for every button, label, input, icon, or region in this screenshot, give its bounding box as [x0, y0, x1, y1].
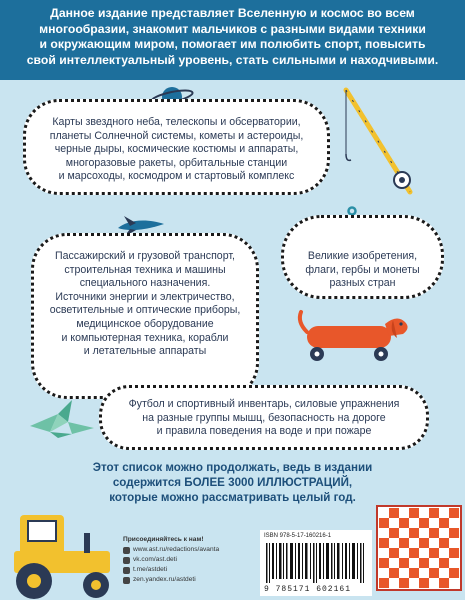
telegram-icon — [123, 567, 130, 574]
intro-line: Данное издание представляет Вселенную и космос во всем — [50, 6, 415, 20]
chessboard-square — [399, 538, 409, 548]
chessboard-square — [399, 518, 409, 528]
sport-line: и правила поведения на воде и при пожаре — [156, 425, 372, 438]
chessboard-square — [389, 548, 399, 558]
social-site[interactable] — [123, 545, 243, 555]
chessboard-square — [379, 558, 389, 568]
social-links — [123, 535, 243, 585]
tech-line: специального назначения. — [79, 277, 211, 290]
tech-line: строительная техника и машины — [64, 263, 226, 276]
sport-line: на разные группы мышц, безопасность на дороге — [142, 411, 386, 424]
tech-topics-box — [31, 233, 259, 399]
closing-line: содержится БОЛЕЕ 3000 ИЛЛЮСТРАЦИЙ, — [112, 476, 353, 489]
zen-icon — [123, 577, 130, 584]
vk-icon — [123, 557, 130, 564]
tech-line: Источники энергии и электричество, — [55, 290, 235, 303]
closing-line: Этот список можно продолжать, ведь в издании — [92, 461, 373, 474]
chessboard-square — [419, 518, 429, 528]
social-telegram-label: t.me/astdeti — [133, 566, 168, 573]
barcode-bars — [266, 543, 366, 583]
chessboard-square — [409, 568, 419, 578]
intro-line: и окружающим миром, помогает им полюбить спорт, повысить — [39, 37, 426, 51]
chessboard-square — [389, 568, 399, 578]
social-zen-label: zen.yandex.ru/astdeti — [133, 576, 196, 583]
paper-crane-icon — [28, 398, 98, 440]
web-icon — [123, 547, 130, 554]
barcode-digits: 9 785171 602161 — [264, 585, 352, 594]
intro-text — [0, 0, 465, 80]
chessboard-square — [419, 538, 429, 548]
fishing-rod-icon — [340, 84, 430, 199]
chessboard-square — [449, 568, 459, 578]
chessboard-icon — [376, 505, 462, 591]
social-site-label: www.ast.ru/redactions/avanta — [133, 546, 220, 553]
inventions-line: разных стран — [329, 277, 396, 290]
isbn-label: ISBN 978-5-17-160216-1 — [264, 533, 332, 539]
intro-line: многообразии, знакомит мальчиков с разными видами техники — [39, 21, 426, 36]
sport-line: Футбол и спортивный инвентарь, силовые упражнения — [128, 398, 400, 410]
space-line: Карты звездного неба, телескопы и обсерватории, — [52, 116, 301, 128]
chessboard-square — [439, 518, 449, 528]
social-vk[interactable] — [123, 555, 243, 565]
social-zen[interactable] — [123, 575, 243, 585]
inventions-line: Великие изобретения, — [307, 250, 418, 262]
chessboard-square — [429, 508, 439, 518]
chessboard-square — [449, 548, 459, 558]
chessboard-square — [439, 538, 449, 548]
chessboard-square — [389, 528, 399, 538]
chessboard-square — [379, 578, 389, 588]
chessboard-square — [379, 518, 389, 528]
tech-line: и летательные аппараты — [83, 345, 207, 358]
closing-text — [0, 460, 465, 505]
chessboard-square — [409, 508, 419, 518]
social-vk-label: vk.com/ast.deti — [133, 556, 177, 563]
chessboard-square — [439, 558, 449, 568]
chessboard-square — [399, 558, 409, 568]
chessboard-square — [419, 558, 429, 568]
tractor-icon — [0, 503, 118, 600]
chessboard-square — [419, 578, 429, 588]
tech-line: медицинское оборудование — [76, 317, 214, 330]
chessboard-square — [429, 568, 439, 578]
chessboard-square — [429, 528, 439, 538]
chessboard-square — [429, 548, 439, 558]
tech-line: осветительные и оптические приборы, — [49, 304, 241, 317]
tech-line: и компьютерная техника, корабли — [61, 331, 229, 344]
space-line: многоразовые ракеты, орбитальные станции — [65, 156, 288, 169]
chessboard-square — [409, 528, 419, 538]
space-line: планеты Солнечной системы, кометы и астероиды, — [49, 129, 304, 142]
chessboard-square — [389, 508, 399, 518]
space-line: и марсоходы, космодром и стартовый комплекс — [58, 170, 295, 183]
chessboard-square — [439, 578, 449, 588]
barcode — [260, 530, 372, 596]
tech-line: Пассажирский и грузовой транспорт, — [55, 250, 235, 262]
social-telegram[interactable] — [123, 565, 243, 575]
dachshund-toy-icon — [293, 302, 415, 366]
chessboard-square — [379, 538, 389, 548]
chessboard-square — [409, 548, 419, 558]
chessboard-square — [449, 508, 459, 518]
closing-line: которые можно рассматривать целый год. — [109, 491, 356, 504]
space-line: черные дыры, космические костюмы и аппараты, — [54, 143, 299, 156]
chessboard-square — [399, 578, 409, 588]
inventions-line: флаги, гербы и монеты — [305, 263, 420, 276]
space-topics-box — [23, 99, 330, 195]
social-heading: Присоединяйтесь к нам! — [123, 536, 204, 543]
inventions-box — [281, 215, 444, 299]
intro-line: свой интеллектуальный уровень, стать сильными и находчивыми. — [26, 52, 439, 67]
sport-topics-box — [99, 385, 429, 450]
chessboard-square — [449, 528, 459, 538]
